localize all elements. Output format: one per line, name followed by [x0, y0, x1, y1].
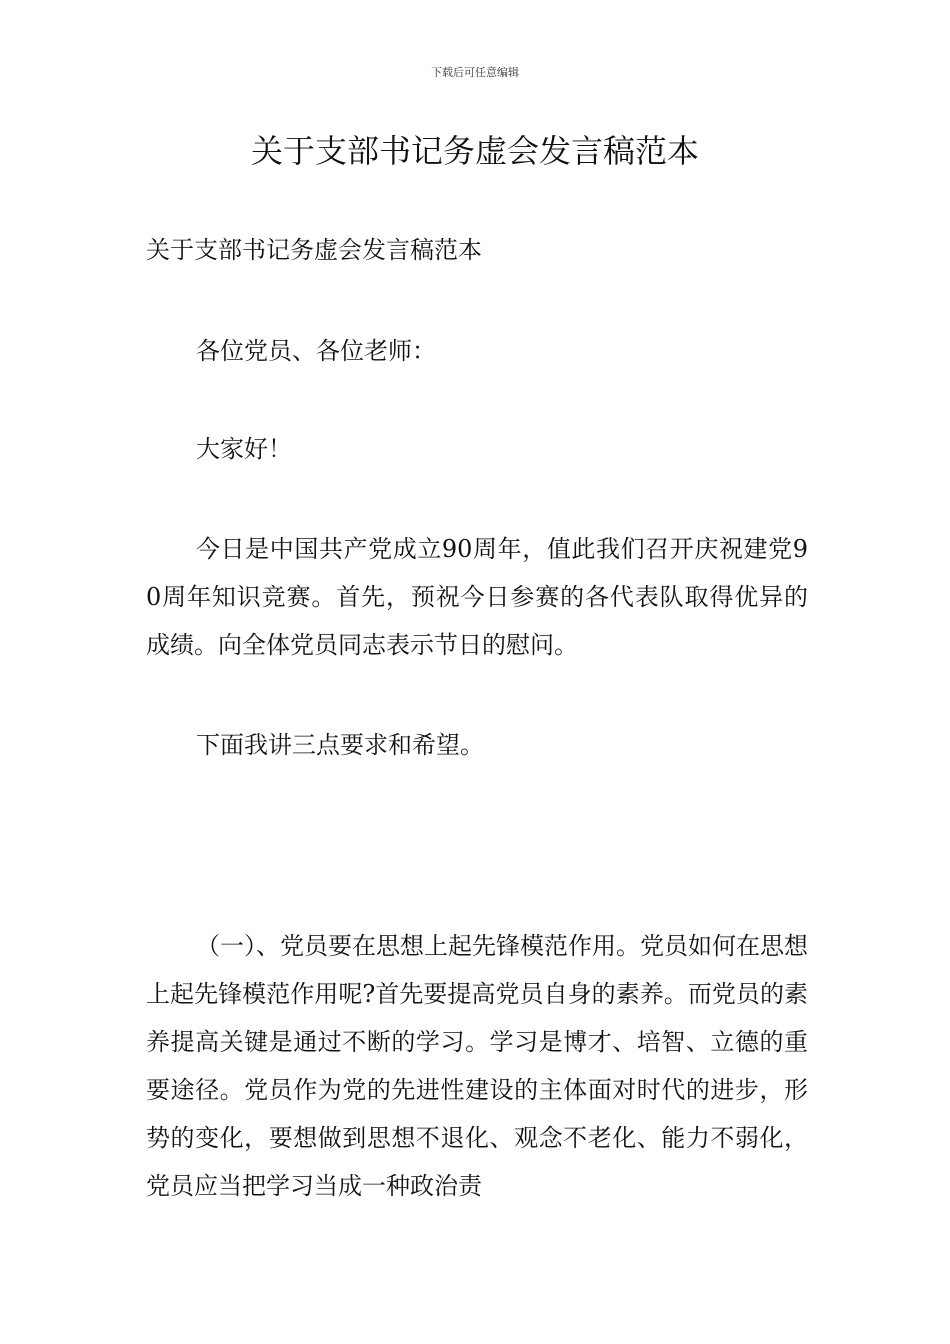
body-paragraph: 今日是中国共产党成立90周年，值此我们召开庆祝建党90周年知识竞赛。首先，预祝今日参赛的各代表队取得优异的成绩。向全体党员同志表示节日的慰问。 [146, 535, 808, 659]
greeting-paragraph: 大家好！ [196, 435, 292, 463]
document-title: 关于支部书记务虚会发言稿范本 [250, 132, 699, 170]
salutation-paragraph: 各位党员、各位老师： [196, 337, 436, 365]
body-paragraph: 下面我讲三点要求和希望。 [196, 731, 484, 759]
document-subtitle: 关于支部书记务虚会发言稿范本 [146, 236, 482, 264]
body-paragraph: （一）、党员要在思想上起先锋模范作用。党员如何在思想上起先锋模范作用呢?首先要提高党员自身的素养。而党员的素养提高关键是通过不断的学习。学习是博才、培智、立德的重要途径。党员作为党的先进性建设的主体面对时代的进步，形势的变化，要想做到思想不退化、观念不老化、能力不弱化，党员应当把学习当成一种政治责 [146, 932, 808, 1200]
header-note: 下载后可任意编辑 [431, 66, 519, 79]
